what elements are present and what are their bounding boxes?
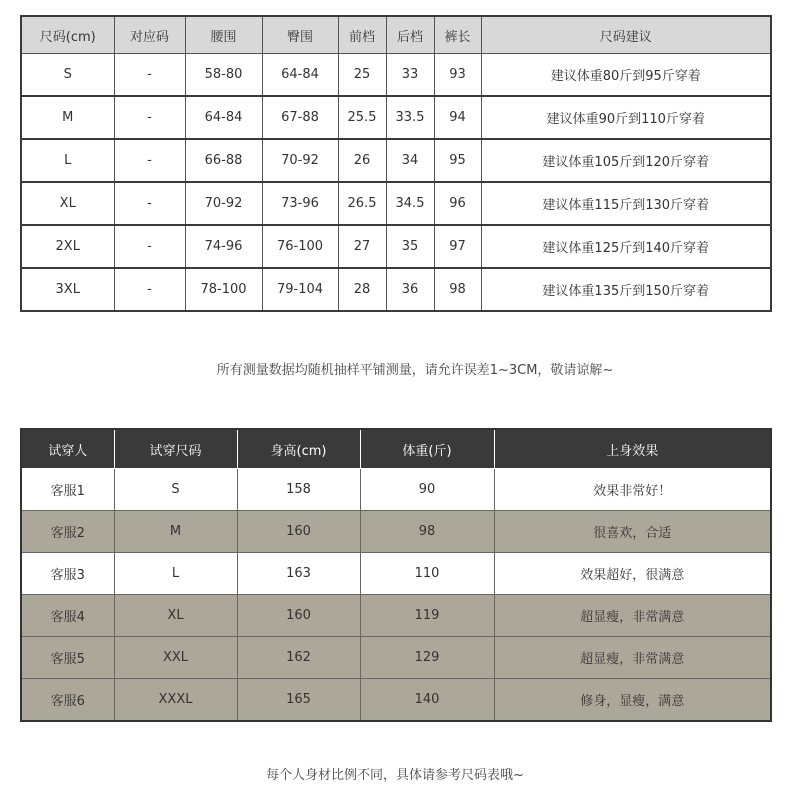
cell-equivalent: - xyxy=(114,268,185,311)
cell-weight: 110 xyxy=(360,553,494,595)
header-tried-size: 试穿尺码 xyxy=(114,429,237,469)
cell-back-rise: 35 xyxy=(386,225,434,268)
table-row xyxy=(21,637,771,679)
cell-height: 163 xyxy=(237,553,360,595)
cell-tried-size: M xyxy=(114,511,237,553)
table-row xyxy=(21,595,771,637)
table-row xyxy=(21,225,771,268)
body-proportion-note: 每个人身材比例不同，具体请参考尺码表哦~ xyxy=(266,768,524,783)
cell-fit-effect: 很喜欢，合适 xyxy=(494,511,771,553)
cell-height: 160 xyxy=(237,511,360,553)
cell-hip: 64-84 xyxy=(262,54,338,97)
header-length: 裤长 xyxy=(434,16,481,54)
cell-length: 96 xyxy=(434,182,481,225)
cell-tester: 客服5 xyxy=(21,637,114,679)
cell-tried-size: XL xyxy=(114,595,237,637)
cell-suggestion: 建议体重125斤到140斤穿着 xyxy=(481,225,771,268)
cell-suggestion: 建议体重115斤到130斤穿着 xyxy=(481,182,771,225)
cell-weight: 90 xyxy=(360,469,494,511)
cell-equivalent: - xyxy=(114,182,185,225)
cell-hip: 73-96 xyxy=(262,182,338,225)
cell-weight: 119 xyxy=(360,595,494,637)
cell-size: 2XL xyxy=(21,225,114,268)
header-hip: 臀围 xyxy=(262,16,338,54)
try-on-header-row xyxy=(21,429,771,469)
cell-front-rise: 26.5 xyxy=(338,182,386,225)
cell-front-rise: 27 xyxy=(338,225,386,268)
cell-waist: 66-88 xyxy=(185,139,262,182)
cell-equivalent: - xyxy=(114,54,185,97)
cell-front-rise: 25 xyxy=(338,54,386,97)
cell-hip: 76-100 xyxy=(262,225,338,268)
cell-waist: 78-100 xyxy=(185,268,262,311)
cell-tester: 客服1 xyxy=(21,469,114,511)
table-row xyxy=(21,553,771,595)
cell-height: 158 xyxy=(237,469,360,511)
cell-back-rise: 34 xyxy=(386,139,434,182)
cell-size: M xyxy=(21,96,114,139)
size-chart-table xyxy=(20,15,772,312)
table-row xyxy=(21,469,771,511)
cell-hip: 79-104 xyxy=(262,268,338,311)
cell-tester: 客服2 xyxy=(21,511,114,553)
header-fit-effect: 上身效果 xyxy=(494,429,771,469)
cell-hip: 67-88 xyxy=(262,96,338,139)
cell-suggestion: 建议体重135斤到150斤穿着 xyxy=(481,268,771,311)
cell-suggestion: 建议体重105斤到120斤穿着 xyxy=(481,139,771,182)
header-front-rise: 前档 xyxy=(338,16,386,54)
header-height: 身高(cm) xyxy=(237,429,360,469)
cell-size: XL xyxy=(21,182,114,225)
cell-size: S xyxy=(21,54,114,97)
cell-length: 94 xyxy=(434,96,481,139)
table-row xyxy=(21,679,771,722)
cell-front-rise: 25.5 xyxy=(338,96,386,139)
cell-back-rise: 33 xyxy=(386,54,434,97)
cell-waist: 74-96 xyxy=(185,225,262,268)
cell-length: 93 xyxy=(434,54,481,97)
table-row xyxy=(21,268,771,311)
cell-tester: 客服4 xyxy=(21,595,114,637)
cell-equivalent: - xyxy=(114,139,185,182)
cell-tester: 客服3 xyxy=(21,553,114,595)
cell-front-rise: 26 xyxy=(338,139,386,182)
table-row xyxy=(21,182,771,225)
header-waist: 腰围 xyxy=(185,16,262,54)
cell-hip: 70-92 xyxy=(262,139,338,182)
size-chart-header-row xyxy=(21,16,771,54)
cell-length: 95 xyxy=(434,139,481,182)
header-size: 尺码(cm) xyxy=(21,16,114,54)
cell-back-rise: 34.5 xyxy=(386,182,434,225)
table-row xyxy=(21,511,771,553)
cell-tester: 客服6 xyxy=(21,679,114,722)
header-back-rise: 后档 xyxy=(386,16,434,54)
cell-height: 165 xyxy=(237,679,360,722)
cell-weight: 98 xyxy=(360,511,494,553)
cell-weight: 140 xyxy=(360,679,494,722)
cell-waist: 58-80 xyxy=(185,54,262,97)
cell-back-rise: 33.5 xyxy=(386,96,434,139)
cell-size: L xyxy=(21,139,114,182)
try-on-table xyxy=(20,428,772,722)
cell-weight: 129 xyxy=(360,637,494,679)
header-tester: 试穿人 xyxy=(21,429,114,469)
table-row xyxy=(21,96,771,139)
cell-tried-size: L xyxy=(114,553,237,595)
header-suggestion: 尺码建议 xyxy=(481,16,771,54)
header-equivalent: 对应码 xyxy=(114,16,185,54)
cell-length: 97 xyxy=(434,225,481,268)
table-row xyxy=(21,139,771,182)
cell-tried-size: XXL xyxy=(114,637,237,679)
cell-tried-size: XXXL xyxy=(114,679,237,722)
cell-back-rise: 36 xyxy=(386,268,434,311)
measurement-note: 所有测量数据均随机抽样平铺测量，请允许误差1~3CM，敬请谅解~ xyxy=(216,363,614,378)
cell-equivalent: - xyxy=(114,225,185,268)
table-row xyxy=(21,54,771,97)
cell-fit-effect: 超显瘦，非常满意 xyxy=(494,637,771,679)
cell-waist: 70-92 xyxy=(185,182,262,225)
cell-tried-size: S xyxy=(114,469,237,511)
cell-height: 160 xyxy=(237,595,360,637)
cell-height: 162 xyxy=(237,637,360,679)
cell-fit-effect: 修身，显瘦，满意 xyxy=(494,679,771,722)
cell-fit-effect: 效果超好，很满意 xyxy=(494,553,771,595)
header-weight: 体重(斤) xyxy=(360,429,494,469)
cell-size: 3XL xyxy=(21,268,114,311)
cell-front-rise: 28 xyxy=(338,268,386,311)
cell-suggestion: 建议体重80斤到95斤穿着 xyxy=(481,54,771,97)
cell-fit-effect: 效果非常好！ xyxy=(494,469,771,511)
cell-length: 98 xyxy=(434,268,481,311)
cell-equivalent: - xyxy=(114,96,185,139)
cell-suggestion: 建议体重90斤到110斤穿着 xyxy=(481,96,771,139)
cell-fit-effect: 超显瘦，非常满意 xyxy=(494,595,771,637)
cell-waist: 64-84 xyxy=(185,96,262,139)
